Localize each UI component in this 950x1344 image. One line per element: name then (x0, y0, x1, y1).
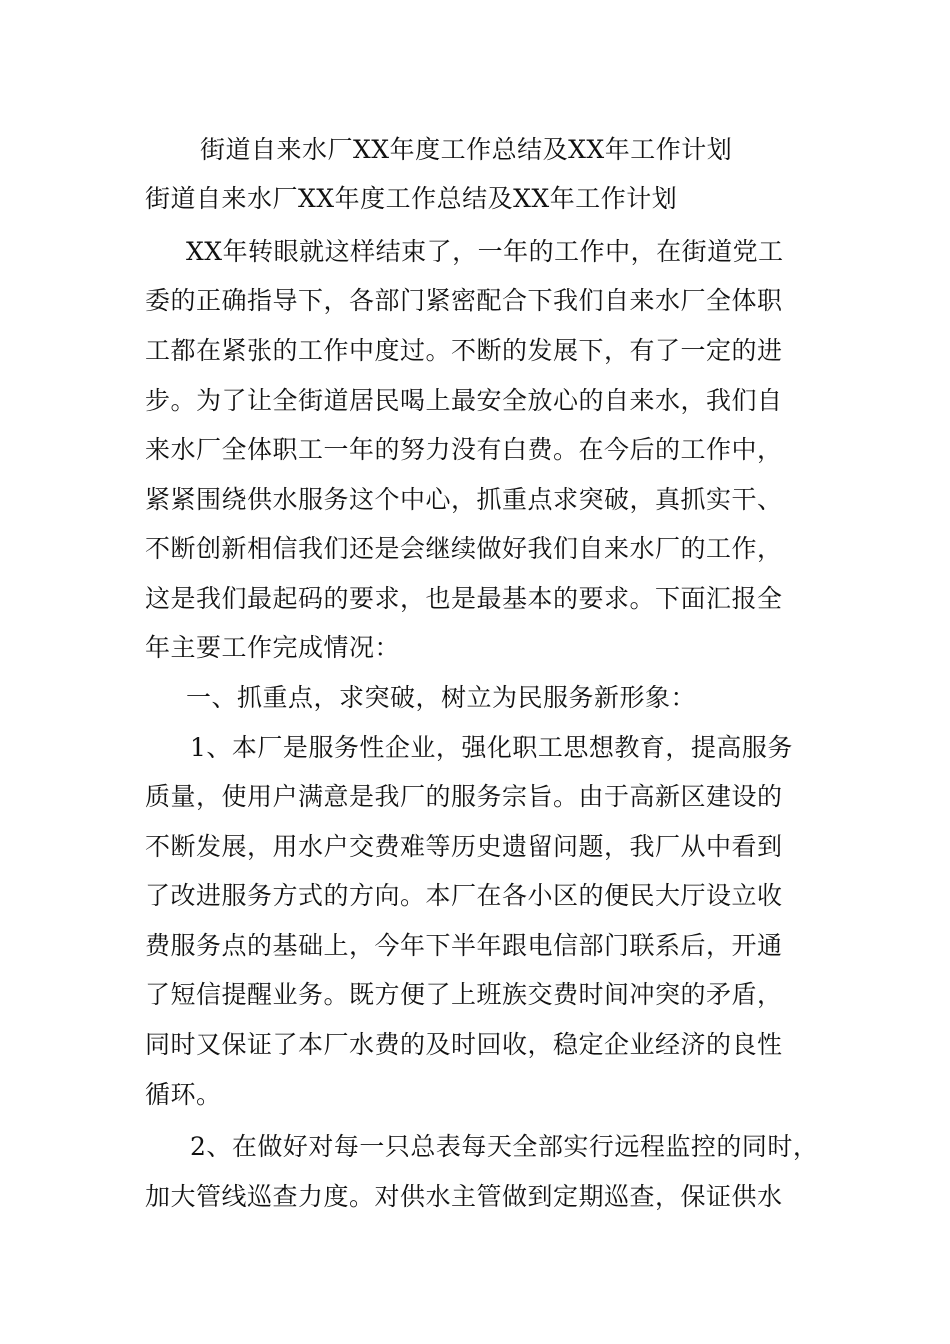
paragraph-line: 这是我们最起码的要求，也是最基本的要求。下面汇报全 (145, 584, 783, 613)
paragraph-line: 年主要工作完成情况： (145, 633, 401, 662)
paragraph-line: 步。为了让全街道居民喝上最安全放心的自来水，我们自 (145, 386, 783, 415)
paragraph-line: 1、本厂是服务性企业，强化职工思想教育，提高服务 (190, 733, 793, 762)
paragraph-line: 了短信提醒业务。既方便了上班族交费时间冲突的矛盾， (145, 980, 783, 1009)
paragraph-line: 循环。 (145, 1080, 222, 1109)
paragraph-line: 工都在紧张的工作中度过。不断的发展下，有了一定的进 (145, 336, 783, 365)
paragraph-line: 2、在做好对每一只总表每天全部实行远程监控的同时， (190, 1132, 819, 1161)
paragraph-line: 不断发展，用水户交费难等历史遗留问题，我厂从中看到 (145, 832, 783, 861)
paragraph-line: 同时又保证了本厂水费的及时回收，稳定企业经济的良性 (145, 1030, 783, 1059)
document-title: 街道自来水厂XX年度工作总结及XX年工作计划 (145, 184, 678, 213)
paragraph-line: 委的正确指导下，各部门紧密配合下我们自来水厂全体职 (145, 286, 783, 315)
document-title-centered: 街道自来水厂XX年度工作总结及XX年工作计划 (200, 135, 733, 164)
paragraph-line: XX年转眼就这样结束了，一年的工作中，在街道党工 (186, 237, 784, 266)
paragraph-line: 加大管线巡查力度。对供水主管做到定期巡查，保证供水 (145, 1182, 783, 1211)
paragraph-line: 不断创新相信我们还是会继续做好我们自来水厂的工作， (145, 534, 783, 563)
paragraph-line: 费服务点的基础上，今年下半年跟电信部门联系后，开通 (145, 931, 783, 960)
section-heading: 一、抓重点，求突破，树立为民服务新形象： (186, 683, 697, 712)
paragraph-line: 质量，使用户满意是我厂的服务宗旨。由于高新区建设的 (145, 782, 783, 811)
paragraph-line: 来水厂全体职工一年的努力没有白费。在今后的工作中， (145, 435, 783, 464)
paragraph-line: 紧紧围绕供水服务这个中心，抓重点求突破，真抓实干、 (145, 485, 783, 514)
paragraph-line: 了改进服务方式的方向。本厂在各小区的便民大厅设立收 (145, 881, 783, 910)
